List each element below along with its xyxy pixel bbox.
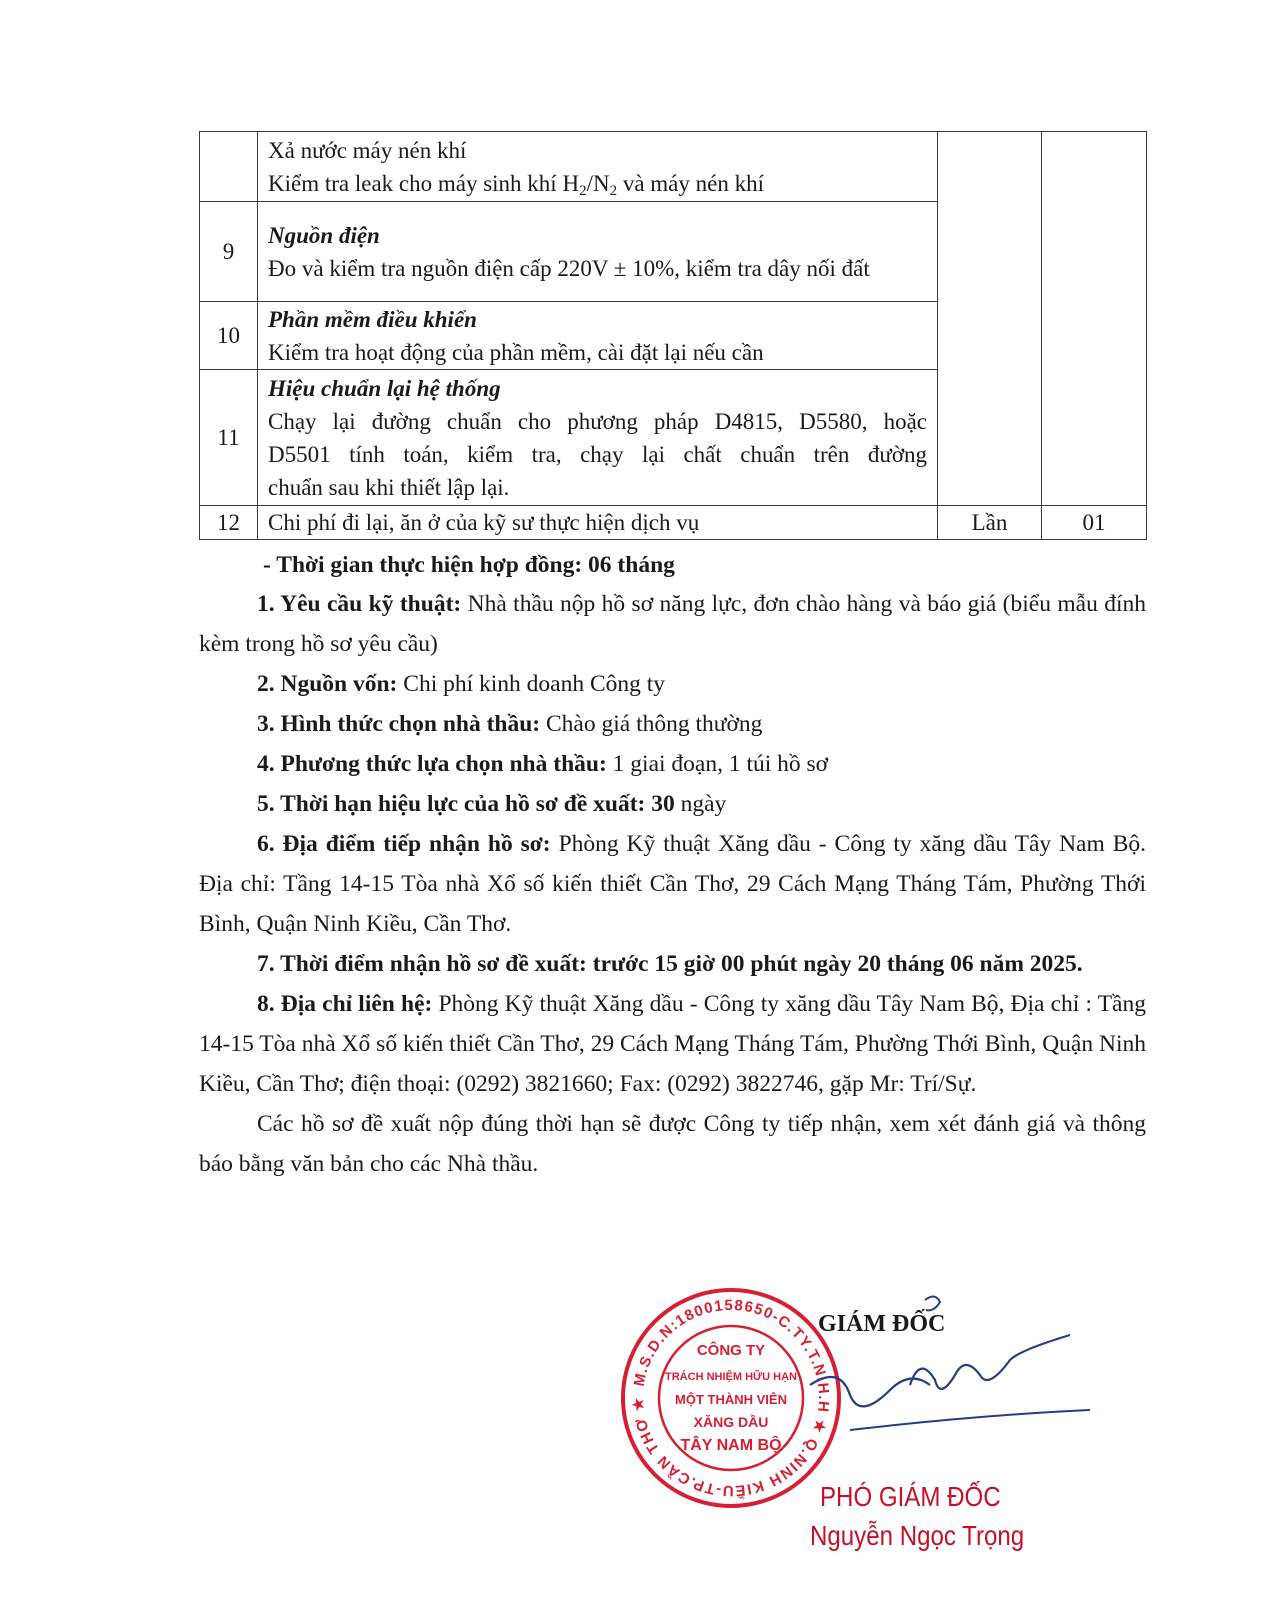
company-seal-stamp xyxy=(618,1285,844,1511)
item-label: 5. Thời hạn hiệu lực của hồ sơ đề xuất: 30 xyxy=(257,791,675,817)
row-number-cell xyxy=(200,132,258,202)
item-text: Phòng Kỹ thuật Xăng dầu - Công ty xăng dầu Tây Nam Bộ. Địa chỉ: Tầng 14-15 Tòa nhà Xổ số kiến thiết Cần Thơ, 29 Cách Mạng Tháng Tám, Phường Thới Bình, Quận Ninh Kiều, Cần Thơ. xyxy=(199,831,1146,937)
item-selection-method xyxy=(199,744,1146,784)
item-label: 6. Địa điểm tiếp nhận hồ sơ: xyxy=(257,831,551,857)
row-number-cell: 10 xyxy=(200,302,258,370)
row-number-cell: 11 xyxy=(200,370,258,506)
handwritten-signature xyxy=(790,1290,1120,1470)
task-heading: Nguồn điện xyxy=(268,222,380,248)
service-task-table xyxy=(199,131,1146,540)
task-heading: Phần mềm điều khiển xyxy=(268,306,477,332)
task-heading: Hiệu chuẩn lại hệ thống xyxy=(268,375,501,401)
item-label: 1. Yêu cầu kỹ thuật: xyxy=(257,591,462,617)
task-line: Chạy lại đường chuẩn cho phương pháp D4815, D5580, hoặc xyxy=(268,408,927,434)
task-content-cell xyxy=(258,132,938,202)
leak-subscript-n: 2 xyxy=(609,182,618,199)
item-funding-source xyxy=(199,664,1146,704)
svg-text:CÔNG TY: CÔNG TY xyxy=(696,1342,766,1359)
leak-subscript-h: 2 xyxy=(579,182,587,199)
svg-text:MỘT THÀNH VIÊN: MỘT THÀNH VIÊN xyxy=(675,1392,787,1407)
leak-text-mid: /N xyxy=(586,170,610,196)
row-number-cell: 12 xyxy=(200,506,258,540)
item-text: Chào giá thông thường xyxy=(540,711,763,737)
task-line: Đo và kiểm tra nguồn điện cấp 220V ± 10%, kiểm tra dây nối đất xyxy=(268,255,870,281)
item-text: ngày xyxy=(674,791,727,817)
item-text: 1 giai đoạn, 1 túi hồ sơ xyxy=(606,751,829,777)
row-number-cell: 9 xyxy=(200,202,258,302)
task-line: Kiểm tra hoạt động của phần mềm, cài đặt lại nếu cần xyxy=(268,339,764,365)
table-row xyxy=(200,132,1147,202)
svg-text:XĂNG DẦU: XĂNG DẦU xyxy=(693,1414,769,1430)
signer-name: Nguyễn Ngọc Trọng xyxy=(810,1520,1025,1551)
item-text: Phòng Kỹ thuật Xăng dầu - Công ty xăng dầu Tây Nam Bộ, Địa chỉ : Tầng 14-15 Tòa nhà Xổ số kiến thiết Cần Thơ, 29 Cách Mạng Tháng Tám, Phường Thới Bình, Quận Ninh Kiều, Cần Thơ; điện thoại: (0292) 3821660; Fax: (0292) 3822746, gặp Mr: Trí/Sự. xyxy=(199,991,1146,1097)
item-text: Chi phí kinh doanh Công ty xyxy=(397,671,666,697)
contract-duration-text: - Thời gian thực hiện hợp đồng: 06 tháng xyxy=(263,552,675,578)
item-selection-form xyxy=(199,704,1146,744)
task-line: chuẩn sau khi thiết lập lại. xyxy=(268,474,510,500)
task-content-cell xyxy=(258,202,938,302)
item-label: 7. Thời điểm nhận hồ sơ đề xuất: trước 15 giờ 00 phút ngày 20 tháng 06 năm 2025. xyxy=(257,951,1083,977)
task-table-grid xyxy=(199,131,1147,540)
task-line: Xả nước máy nén khí xyxy=(268,137,467,163)
quantity-cell xyxy=(1042,132,1147,506)
svg-text:TÂY NAM BỘ: TÂY NAM BỘ xyxy=(680,1437,782,1454)
item-contact-address xyxy=(199,984,1146,1104)
task-line: Chi phí đi lại, ăn ở của kỹ sư thực hiện dịch vụ xyxy=(268,510,700,535)
item-text: Nhà thầu nộp hồ sơ năng lực, đơn chào hàng và báo giá (biểu mẫu đính kèm trong hồ sơ yêu cầu) xyxy=(199,591,1146,657)
item-label: 4. Phương thức lựa chọn nhà thầu: xyxy=(257,751,607,777)
leak-text-suffix: và máy nén khí xyxy=(617,170,764,196)
table-row xyxy=(200,506,1147,540)
task-content-cell xyxy=(258,302,938,370)
unit-cell xyxy=(938,132,1042,506)
task-content-cell xyxy=(258,506,938,540)
director-title: GIÁM ĐỐC xyxy=(818,1311,946,1337)
item-label: 8. Địa chỉ liên hệ: xyxy=(257,991,433,1017)
task-content-cell xyxy=(258,370,938,506)
document-body xyxy=(199,546,1146,1184)
leak-text-prefix: Kiểm tra leak cho máy sinh khí H xyxy=(268,170,580,196)
task-line: D5501 tính toán, kiểm tra, chạy lại chất chuẩn trên đường xyxy=(268,441,927,467)
svg-text:TRÁCH NHIỆM HỮU HẠN: TRÁCH NHIỆM HỮU HẠN xyxy=(665,1371,797,1383)
unit-cell: Lần xyxy=(938,506,1042,540)
item-submission-location xyxy=(199,824,1146,944)
contract-duration xyxy=(199,546,1146,584)
deputy-director-title: PHÓ GIÁM ĐỐC xyxy=(820,1481,1001,1512)
item-technical-requirements xyxy=(199,584,1146,664)
item-label: 3. Hình thức chọn nhà thầu: xyxy=(257,711,541,737)
svg-text:M.S.D.N:1800158650-C.TY.T.N.H.: M.S.D.N:1800158650-C.TY.T.N.H.H ★ Q.NINH KIỀU-TP.CẦN THƠ ★ xyxy=(629,1296,833,1500)
item-label: 2. Nguồn vốn: xyxy=(257,671,398,697)
closing-paragraph: Các hồ sơ đề xuất nộp đúng thời hạn sẽ được Công ty tiếp nhận, xem xét đánh giá và thông báo bằng văn bản cho các Nhà thầu. xyxy=(199,1111,1146,1177)
item-validity-period xyxy=(199,784,1146,824)
task-line-leak xyxy=(268,167,927,200)
item-submission-deadline xyxy=(199,944,1146,984)
quantity-cell: 01 xyxy=(1042,506,1147,540)
